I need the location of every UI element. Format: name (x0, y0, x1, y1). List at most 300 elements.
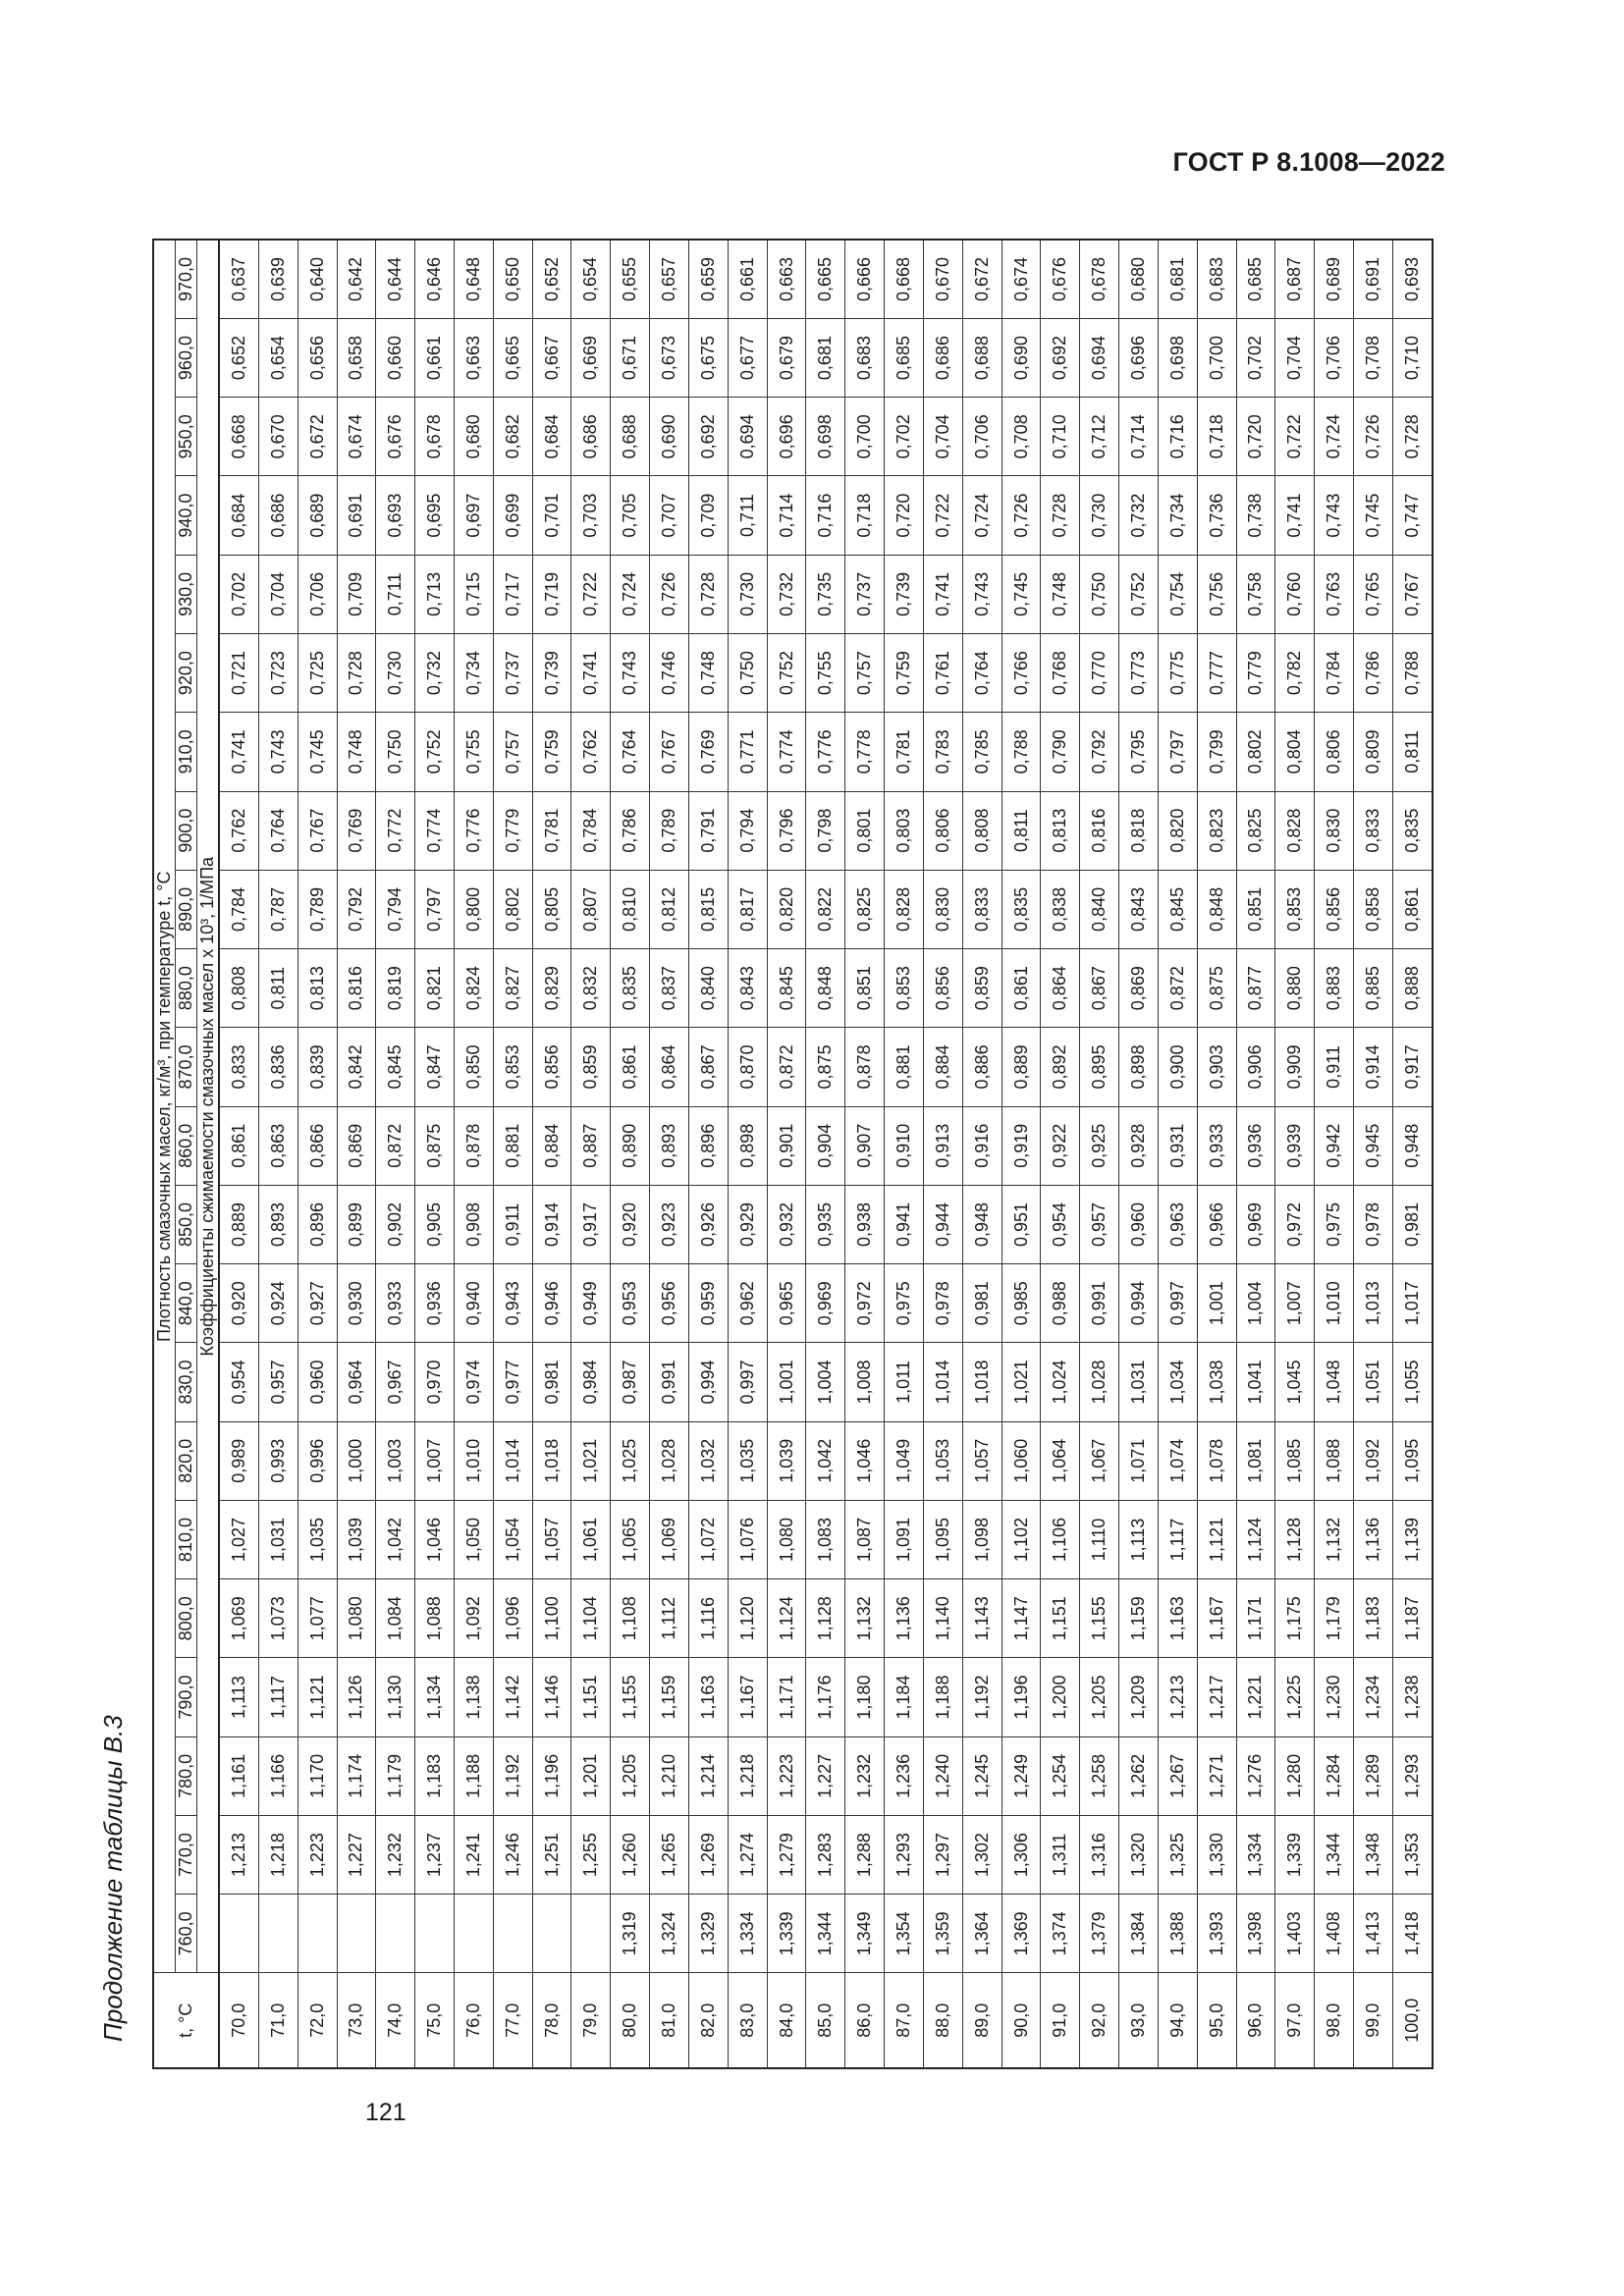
coefficient-cell: 0,917 (1392, 1028, 1433, 1106)
coefficient-cell: 0,806 (923, 791, 962, 870)
coefficient-cell: 0,669 (571, 318, 611, 397)
coefficient-cell: 1,028 (1080, 1343, 1119, 1421)
coefficient-cell: 0,856 (532, 1028, 571, 1106)
temperature-cell: 88,0 (923, 1973, 962, 2068)
coefficient-cell: 0,839 (298, 1028, 337, 1106)
coefficient-cell: 0,755 (806, 633, 845, 712)
coefficient-cell (415, 1895, 455, 1973)
coefficient-cell: 1,021 (1001, 1343, 1041, 1421)
coefficient-cell: 1,028 (650, 1421, 689, 1500)
coefficient-cell: 0,872 (376, 1106, 415, 1185)
density-header-cell: 950,0 (176, 398, 197, 476)
temperature-cell: 85,0 (806, 1973, 845, 2068)
coefficient-cell: 0,660 (376, 318, 415, 397)
coefficient-cell: 0,695 (415, 476, 455, 555)
coefficient-cell: 0,819 (376, 949, 415, 1028)
coefficient-cell: 0,698 (806, 398, 845, 476)
coefficient-cell: 0,889 (219, 1185, 258, 1263)
coefficient-cell: 1,398 (1236, 1895, 1275, 1973)
coefficient-cell: 1,283 (806, 1815, 845, 1894)
coefficient-cell: 0,672 (298, 398, 337, 476)
coefficient-cell: 1,218 (728, 1736, 767, 1815)
coefficient-cell: 0,835 (1001, 870, 1041, 948)
coefficient-cell: 0,750 (728, 633, 767, 712)
coefficient-cell: 1,306 (1001, 1815, 1041, 1894)
temperature-cell: 89,0 (962, 1973, 1001, 2068)
coefficient-cell: 0,944 (923, 1185, 962, 1263)
coefficient-cell: 0,667 (532, 318, 571, 397)
coefficient-cell: 1,349 (845, 1895, 885, 1973)
coefficient-cell: 0,663 (767, 240, 806, 318)
coefficient-cell: 0,741 (923, 555, 962, 633)
coefficient-cell: 0,666 (845, 240, 885, 318)
coefficient-cell: 0,748 (1041, 555, 1080, 633)
coefficient-cell: 0,964 (337, 1343, 376, 1421)
table-row (219, 240, 258, 2068)
coefficient-cell: 0,688 (611, 398, 650, 476)
coefficient-cell: 0,750 (376, 713, 415, 791)
coefficient-cell: 0,718 (1197, 398, 1236, 476)
coefficient-cell: 0,724 (611, 555, 650, 633)
density-header-cell: 900,0 (176, 791, 197, 870)
coefficient-cell: 1,262 (1119, 1736, 1159, 1815)
coefficient-cell: 1,057 (532, 1500, 571, 1578)
table-caption: Продолжение таблицы В.3 (98, 1715, 128, 2042)
coefficient-cell: 0,994 (1119, 1264, 1159, 1343)
coefficient-cell: 1,092 (455, 1579, 494, 1658)
coefficient-cell: 0,674 (1001, 240, 1041, 318)
coefficient-cell: 0,948 (1392, 1106, 1433, 1185)
coefficient-cell: 0,861 (1392, 870, 1433, 948)
coefficient-cell: 0,939 (1275, 1106, 1315, 1185)
coefficient-cell: 0,833 (962, 870, 1001, 948)
coefficient-cell: 1,403 (1275, 1895, 1315, 1973)
coefficient-cell: 0,878 (845, 1028, 885, 1106)
table-row (1001, 240, 1041, 2068)
coefficient-cell: 1,174 (337, 1736, 376, 1815)
coefficient-cell: 1,205 (611, 1736, 650, 1815)
coefficient-cell: 0,763 (1315, 555, 1354, 633)
coefficient-cell: 1,151 (571, 1658, 611, 1736)
coefficient-cell: 0,853 (885, 949, 924, 1028)
coefficient-cell: 0,910 (885, 1106, 924, 1185)
coefficient-cell: 0,730 (1080, 476, 1119, 555)
coefficient-cell: 0,824 (455, 949, 494, 1028)
coefficient-cell: 1,080 (767, 1500, 806, 1578)
coefficient-cell: 0,853 (493, 1028, 532, 1106)
coefficient-cell: 0,722 (571, 555, 611, 633)
coefficient-cell: 1,074 (1158, 1421, 1197, 1500)
coefficient-cell: 0,811 (1001, 791, 1041, 870)
coefficient-cell: 0,960 (1119, 1185, 1159, 1263)
coefficient-cell: 0,668 (219, 398, 258, 476)
coefficient-cell: 0,717 (493, 555, 532, 633)
coefficient-cell: 0,917 (571, 1185, 611, 1263)
coefficient-cell: 1,413 (1354, 1895, 1393, 1973)
coefficient-cell: 1,139 (1392, 1500, 1433, 1578)
coefficient-cell: 0,781 (885, 713, 924, 791)
coefficient-cell: 1,187 (1392, 1579, 1433, 1658)
coefficient-cell: 0,943 (493, 1264, 532, 1343)
coefficient-cell: 1,080 (337, 1579, 376, 1658)
coefficient-cell: 1,098 (962, 1500, 1001, 1578)
coefficient-cell (455, 1895, 494, 1973)
coefficient-cell: 0,737 (493, 633, 532, 712)
coefficient-cell: 0,769 (688, 713, 728, 791)
table-row (337, 240, 376, 2068)
coefficient-cell: 1,359 (923, 1895, 962, 1973)
coefficient-cell: 1,330 (1197, 1815, 1236, 1894)
coefficient-cell: 0,716 (1158, 398, 1197, 476)
coefficient-cell: 0,726 (1354, 398, 1393, 476)
coefficient-cell: 0,984 (571, 1343, 611, 1421)
coefficient-cell: 1,217 (1197, 1658, 1236, 1736)
density-header-cell: 830,0 (176, 1343, 197, 1421)
coefficient-cell: 0,734 (1158, 476, 1197, 555)
coefficient-cell: 1,183 (415, 1736, 455, 1815)
coefficient-cell: 0,808 (219, 949, 258, 1028)
coefficient-cell: 0,670 (923, 240, 962, 318)
coefficient-cell: 0,684 (532, 398, 571, 476)
coefficient-cell: 1,161 (219, 1736, 258, 1815)
coefficient-cell: 1,004 (806, 1343, 845, 1421)
coefficient-cell: 0,810 (611, 870, 650, 948)
coefficient-cell: 0,707 (650, 476, 689, 555)
coefficient-cell: 1,060 (1001, 1421, 1041, 1500)
coefficient-cell: 0,925 (1080, 1106, 1119, 1185)
coefficient-cell: 0,714 (1119, 398, 1159, 476)
coefficient-cell: 1,048 (1315, 1343, 1354, 1421)
coefficient-cell: 0,682 (493, 398, 532, 476)
coefficient-cell: 0,704 (1275, 318, 1315, 397)
coefficient-cell: 1,293 (885, 1815, 924, 1894)
coefficient-cell: 0,856 (1315, 870, 1354, 948)
coefficient-cell: 0,907 (845, 1106, 885, 1185)
coefficient-cell: 1,000 (337, 1421, 376, 1500)
coefficient-cell: 0,789 (650, 791, 689, 870)
coefficient-cell: 1,065 (611, 1500, 650, 1578)
coefficient-cell: 0,747 (1392, 476, 1433, 555)
coefficient-cell: 1,061 (571, 1500, 611, 1578)
coefficient-cell: 0,898 (1119, 1028, 1159, 1106)
coefficient-cell: 0,686 (923, 318, 962, 397)
temperature-cell: 78,0 (532, 1973, 571, 2068)
coefficient-cell: 1,354 (885, 1895, 924, 1973)
coefficient-cell: 0,676 (1041, 240, 1080, 318)
coefficient-cell: 1,325 (1158, 1815, 1197, 1894)
coefficient-cell: 0,661 (415, 318, 455, 397)
coefficient-cell: 0,750 (1080, 555, 1119, 633)
coefficient-cell: 0,904 (806, 1106, 845, 1185)
coefficient-cell: 0,709 (688, 476, 728, 555)
coefficient-cell: 1,179 (376, 1736, 415, 1815)
coefficient-cell: 0,893 (258, 1185, 298, 1263)
coefficient-cell: 0,933 (1197, 1106, 1236, 1185)
coefficient-cell: 0,945 (1354, 1106, 1393, 1185)
coefficient-cell: 1,053 (923, 1421, 962, 1500)
coefficient-cell: 1,003 (376, 1421, 415, 1500)
coefficient-cell: 0,711 (728, 476, 767, 555)
coefficient-cell: 0,938 (845, 1185, 885, 1263)
coefficient-cell: 0,830 (1315, 791, 1354, 870)
coefficient-cell: 1,293 (1392, 1736, 1433, 1815)
coefficient-cell: 0,924 (258, 1264, 298, 1343)
coefficient-cell: 0,639 (258, 240, 298, 318)
coefficient-cell: 1,288 (845, 1815, 885, 1894)
coefficient-cell: 0,781 (532, 791, 571, 870)
coefficient-cell: 0,681 (806, 318, 845, 397)
coefficient-cell: 0,700 (1197, 318, 1236, 397)
coefficient-cell: 1,142 (493, 1658, 532, 1736)
coefficient-cell: 1,213 (219, 1815, 258, 1894)
coefficient-cell: 0,711 (376, 555, 415, 633)
coefficient-cell: 0,802 (1236, 713, 1275, 791)
coefficient-cell: 0,689 (298, 476, 337, 555)
coefficient-cell: 1,064 (1041, 1421, 1080, 1500)
coefficient-cell: 0,784 (1315, 633, 1354, 712)
temperature-cell: 76,0 (455, 1973, 494, 2068)
coefficient-cell: 0,969 (1236, 1185, 1275, 1263)
coefficient-cell: 0,851 (1236, 870, 1275, 948)
coefficient-cell: 0,881 (493, 1106, 532, 1185)
coefficient-cell (219, 1895, 258, 1973)
density-header-cell: 920,0 (176, 633, 197, 712)
coefficient-cell: 0,794 (728, 791, 767, 870)
coefficient-cell: 1,184 (885, 1658, 924, 1736)
coefficient-cell: 1,011 (885, 1343, 924, 1421)
coefficient-cell: 0,765 (1354, 555, 1393, 633)
coefficient-cell: 1,280 (1275, 1736, 1315, 1815)
coefficient-cell: 0,686 (258, 476, 298, 555)
coefficient-cell: 0,901 (767, 1106, 806, 1185)
coefficient-cell: 0,799 (1197, 713, 1236, 791)
coefficient-cell: 1,170 (298, 1736, 337, 1815)
coefficient-cell: 1,104 (571, 1579, 611, 1658)
coefficient-cell: 0,652 (532, 240, 571, 318)
coefficient-cell: 1,134 (415, 1658, 455, 1736)
coefficient-cell: 0,892 (1041, 1028, 1080, 1106)
coefficient-cell: 0,899 (337, 1185, 376, 1263)
coefficient-cell: 0,703 (571, 476, 611, 555)
coefficient-cell: 0,730 (728, 555, 767, 633)
coefficient-cell (493, 1895, 532, 1973)
coefficient-cell: 0,757 (493, 713, 532, 791)
coefficient-cell: 0,890 (611, 1106, 650, 1185)
coefficient-cell: 0,737 (845, 555, 885, 633)
coefficient-cell: 0,685 (1236, 240, 1275, 318)
coefficient-cell: 0,783 (923, 713, 962, 791)
coefficient-cell: 1,136 (1354, 1500, 1393, 1578)
coefficient-cell: 0,789 (298, 870, 337, 948)
coefficient-cell: 0,809 (1354, 713, 1393, 791)
coefficient-cell: 0,807 (571, 870, 611, 948)
table-row (728, 240, 767, 2068)
table-row (767, 240, 806, 2068)
coefficient-cell: 0,823 (1197, 791, 1236, 870)
coefficient-cell: 1,045 (1275, 1343, 1315, 1421)
density-header-cell: 930,0 (176, 555, 197, 633)
coefficient-cell: 1,126 (337, 1658, 376, 1736)
coefficient-cell: 0,732 (415, 633, 455, 712)
coefficient-cell: 0,702 (219, 555, 258, 633)
coefficient-cell: 0,761 (923, 633, 962, 712)
coefficient-cell: 1,175 (1275, 1579, 1315, 1658)
coefficient-cell: 1,269 (688, 1815, 728, 1894)
coefficient-cell: 1,241 (455, 1815, 494, 1894)
coefficient-cell: 1,274 (728, 1815, 767, 1894)
coefficient-cell: 0,829 (532, 949, 571, 1028)
coefficient-cell: 0,820 (767, 870, 806, 948)
coefficient-cell: 0,683 (1197, 240, 1236, 318)
coefficient-cell: 0,764 (962, 633, 1001, 712)
coefficient-cell: 1,102 (1001, 1500, 1041, 1578)
density-header-cell: 760,0 (176, 1895, 197, 1973)
coefficient-cell: 0,694 (1080, 318, 1119, 397)
density-header-cell: 970,0 (176, 240, 197, 318)
coefficient-cell: 0,642 (337, 240, 376, 318)
density-header-cell: 860,0 (176, 1106, 197, 1185)
coefficient-cell: 0,657 (650, 240, 689, 318)
coefficient-cell: 0,708 (1354, 318, 1393, 397)
coefficient-cell: 0,693 (376, 476, 415, 555)
coefficient-cell: 0,719 (532, 555, 571, 633)
coefficient-cell (532, 1895, 571, 1973)
coefficient-cell: 0,978 (1354, 1185, 1393, 1263)
coefficient-cell: 0,936 (1236, 1106, 1275, 1185)
coefficient-cell: 0,672 (962, 240, 1001, 318)
coefficient-cell: 0,797 (415, 870, 455, 948)
coefficient-cell: 1,001 (1197, 1264, 1236, 1343)
coefficient-cell: 0,845 (767, 949, 806, 1028)
coefficient-cell: 0,845 (1158, 870, 1197, 948)
coefficient-cell: 1,155 (1080, 1579, 1119, 1658)
coefficient-cell: 0,680 (455, 398, 494, 476)
temperature-cell: 77,0 (493, 1973, 532, 2068)
table-row (1041, 240, 1080, 2068)
coefficient-cell: 0,692 (688, 398, 728, 476)
table-row (845, 240, 885, 2068)
coefficient-cell: 0,771 (728, 713, 767, 791)
coefficient-cell: 0,869 (337, 1106, 376, 1185)
coefficient-cell: 0,881 (885, 1028, 924, 1106)
coefficient-cell: 1,067 (1080, 1421, 1119, 1500)
coefficient-cell: 0,820 (1158, 791, 1197, 870)
density-header-cell: 790,0 (176, 1658, 197, 1736)
coefficient-cell: 0,885 (1354, 949, 1393, 1028)
coefficient-cell: 0,791 (688, 791, 728, 870)
coefficient-cell: 1,138 (455, 1658, 494, 1736)
coefficient-cell: 0,686 (571, 398, 611, 476)
coefficient-cell: 0,661 (728, 240, 767, 318)
coefficient-cell: 0,840 (688, 949, 728, 1028)
temperature-cell: 80,0 (611, 1973, 650, 2068)
coefficient-cell: 0,966 (1197, 1185, 1236, 1263)
table-row (962, 240, 1001, 2068)
coefficient-cell: 0,878 (455, 1106, 494, 1185)
coefficient-cell: 0,825 (845, 870, 885, 948)
coefficient-cell: 0,848 (806, 949, 845, 1028)
coefficient-cell: 0,777 (1197, 633, 1236, 712)
coefficient-cell: 1,311 (1041, 1815, 1080, 1894)
coefficient-cell: 1,246 (493, 1815, 532, 1894)
coefficient-cell: 1,218 (258, 1815, 298, 1894)
coefficient-cell: 0,801 (845, 791, 885, 870)
coefficient-cell: 0,774 (415, 791, 455, 870)
coefficient-cell: 0,949 (571, 1264, 611, 1343)
temperature-cell: 72,0 (298, 1973, 337, 2068)
coefficient-cell: 0,658 (337, 318, 376, 397)
coefficient-cell: 0,788 (1001, 713, 1041, 791)
coefficient-cell: 1,081 (1236, 1421, 1275, 1500)
coefficient-cell: 0,718 (845, 476, 885, 555)
coefficient-cell: 1,176 (806, 1658, 845, 1736)
coefficient-cell: 0,784 (571, 791, 611, 870)
coefficient-cell: 0,866 (298, 1106, 337, 1185)
coefficient-cell: 0,864 (1041, 949, 1080, 1028)
coefficient-cell: 0,916 (962, 1106, 1001, 1185)
coefficient-cell: 1,017 (1392, 1264, 1433, 1343)
coefficient-cell: 0,869 (1119, 949, 1159, 1028)
coefficient-cell: 1,232 (845, 1736, 885, 1815)
coefficient-cell: 0,759 (885, 633, 924, 712)
coefficient-cell: 0,942 (1315, 1106, 1354, 1185)
coefficient-cell: 0,792 (337, 870, 376, 948)
coefficient-cell: 0,798 (806, 791, 845, 870)
document-code: ГОСТ Р 8.1008—2022 (1172, 147, 1445, 177)
coefficient-cell: 0,931 (1158, 1106, 1197, 1185)
coefficient-cell: 0,787 (258, 870, 298, 948)
coefficient-cell: 0,951 (1001, 1185, 1041, 1263)
coefficient-cell: 0,811 (1392, 713, 1433, 791)
coefficient-cell: 1,049 (885, 1421, 924, 1500)
coefficient-cell: 0,732 (767, 555, 806, 633)
coefficient-cell: 1,167 (1197, 1579, 1236, 1658)
coefficient-cell: 0,911 (1315, 1028, 1354, 1106)
coefficient-cell: 0,709 (337, 555, 376, 633)
coefficient-cell: 0,739 (532, 633, 571, 712)
coefficient-cell: 0,741 (219, 713, 258, 791)
coefficient-cell: 1,384 (1119, 1895, 1159, 1973)
coefficient-cell: 1,117 (1158, 1500, 1197, 1578)
coefficient-cell: 1,379 (1080, 1895, 1119, 1973)
coefficient-cell: 0,861 (611, 1028, 650, 1106)
coefficient-cell: 1,339 (1275, 1815, 1315, 1894)
coefficient-cell: 1,316 (1080, 1815, 1119, 1894)
coefficient-cell: 0,768 (1041, 633, 1080, 712)
coefficient-cell: 0,914 (532, 1185, 571, 1263)
coefficient-cell: 1,255 (571, 1815, 611, 1894)
coefficient-cell: 1,106 (1041, 1500, 1080, 1578)
coefficient-cell: 1,095 (1392, 1421, 1433, 1500)
table-row (415, 240, 455, 2068)
coefficient-cell: 0,875 (415, 1106, 455, 1185)
coefficient-cell: 1,171 (767, 1658, 806, 1736)
coefficient-cell: 1,364 (962, 1895, 1001, 1973)
temperature-cell: 86,0 (845, 1973, 885, 2068)
coefficient-cell: 0,754 (1158, 555, 1197, 633)
coefficient-cell: 0,748 (688, 633, 728, 712)
coefficient-cell: 0,911 (493, 1185, 532, 1263)
table-row (806, 240, 845, 2068)
coefficient-cell: 1,163 (688, 1658, 728, 1736)
coefficient-cell: 0,970 (415, 1343, 455, 1421)
coefficient-cell: 0,867 (688, 1028, 728, 1106)
density-header-cell: 850,0 (176, 1185, 197, 1263)
coefficient-cell: 0,817 (728, 870, 767, 948)
coefficient-cell: 0,802 (493, 870, 532, 948)
coefficient-cell: 0,859 (571, 1028, 611, 1106)
table-row (650, 240, 689, 2068)
